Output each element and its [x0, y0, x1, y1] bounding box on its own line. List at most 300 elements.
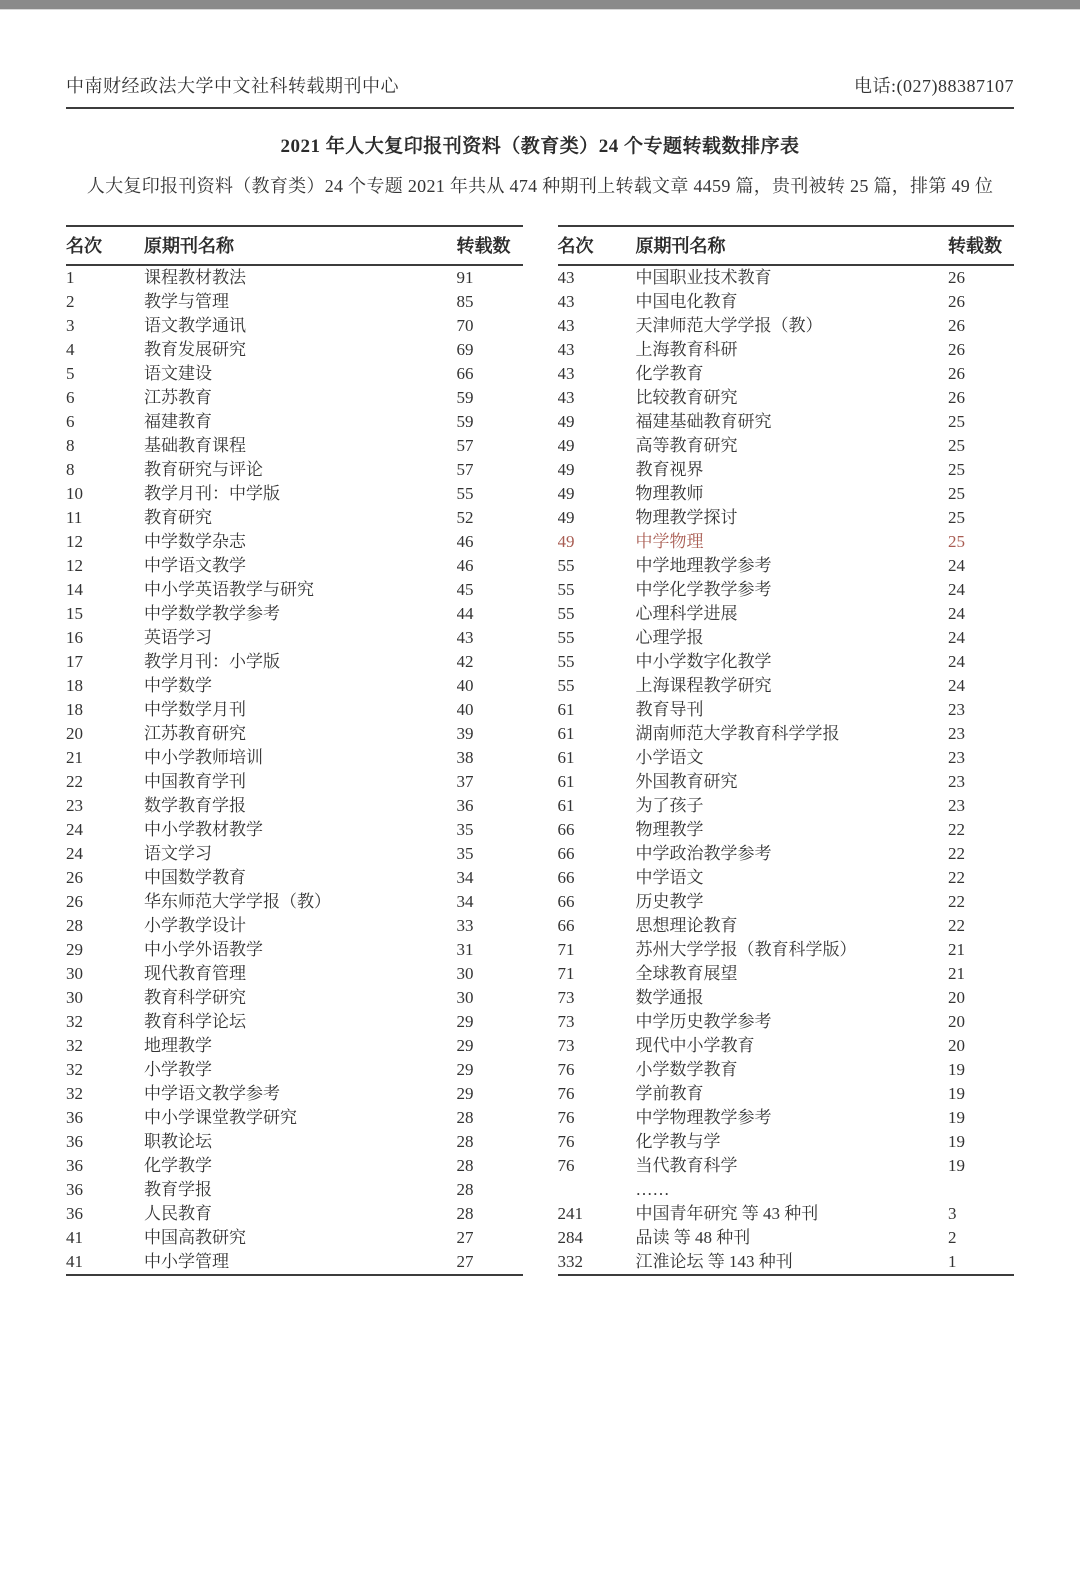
rank-cell: 73: [557, 1036, 575, 1055]
count-cell: 26: [948, 268, 965, 287]
journal-name-cell: 小学语文: [635, 748, 704, 767]
rank-cell: 2: [66, 292, 75, 311]
table-row: [558, 578, 1015, 602]
count-cell: 70: [456, 316, 474, 335]
journal-name-cell: 职教论坛: [144, 1132, 212, 1151]
table-row: [558, 602, 1015, 626]
journal-name-cell: 语文建设: [144, 364, 212, 383]
journal-name-cell: 中国数学教育: [144, 868, 246, 887]
journal-name-cell: 教学与管理: [144, 292, 229, 311]
scan-top-edge: [0, 0, 1080, 10]
journal-name-cell: 中学物理教学参考: [635, 1108, 772, 1127]
count-cell: 28: [456, 1180, 474, 1199]
count-cell: 22: [948, 892, 965, 911]
journal-name-cell: 教育学报: [144, 1180, 212, 1199]
journal-name-cell: 中小学教材教学: [144, 820, 263, 839]
rank-cell: 17: [66, 652, 83, 671]
center-name: 中南财经政法大学中文社科转载期刊中心: [66, 76, 399, 96]
count-cell: 69: [456, 340, 474, 359]
journal-name-cell: 品读 等 48 种刊: [635, 1228, 751, 1247]
journal-name-cell: 现代中小学教育: [635, 1036, 755, 1055]
rank-cell: 66: [557, 868, 575, 887]
count-cell: 85: [456, 292, 474, 311]
count-cell: 42: [456, 652, 474, 671]
journal-name-cell: 数学通报: [635, 988, 704, 1007]
right-table-body: [558, 265, 1015, 1275]
count-cell: 23: [948, 700, 965, 719]
table-row: [558, 962, 1015, 986]
count-cell: 19: [948, 1108, 965, 1127]
rank-cell: 49: [557, 508, 575, 527]
table-row: [66, 362, 523, 386]
journal-column-header: 原期刊名称: [636, 226, 949, 265]
count-cell: 24: [948, 676, 965, 695]
journal-name-cell: 中学物理: [635, 532, 704, 551]
count-cell: 24: [948, 652, 965, 671]
count-cell: 25: [948, 532, 965, 551]
rank-cell: 76: [557, 1132, 575, 1151]
table-header-row: [558, 226, 1015, 265]
count-cell: 28: [456, 1156, 474, 1175]
rank-cell: 15: [66, 604, 83, 623]
document-page: [0, 72, 1080, 1276]
rank-cell: 10: [66, 484, 83, 503]
table-row: [66, 770, 523, 794]
table-row: [66, 554, 523, 578]
rank-cell: 18: [66, 700, 83, 719]
journal-name-cell: 教育发展研究: [144, 340, 246, 359]
table-row: [66, 410, 523, 434]
journal-name-cell: 心理学报: [635, 628, 704, 647]
rank-cell: 1: [66, 268, 75, 287]
journal-name-cell: 中学语文教学参考: [144, 1084, 280, 1103]
rank-cell: 12: [66, 556, 83, 575]
rank-cell: 28: [66, 916, 83, 935]
journal-name-cell: 中国职业技术教育: [635, 268, 772, 287]
rank-cell: 24: [66, 820, 83, 839]
rank-cell: 41: [66, 1252, 83, 1271]
document-header: [66, 72, 1014, 109]
journal-name-cell: 湖南师范大学教育科学学报: [635, 724, 840, 743]
table-row: [66, 962, 523, 986]
table-row: [558, 1034, 1015, 1058]
table-row: [66, 698, 523, 722]
count-cell: 55: [456, 484, 474, 503]
table-row: [558, 842, 1015, 866]
rank-cell: 24: [66, 844, 83, 863]
rank-cell: 23: [66, 796, 83, 815]
rank-cell: 36: [66, 1108, 83, 1127]
count-cell: 29: [456, 1060, 474, 1079]
journal-name-cell: 教育导刊: [635, 700, 704, 719]
count-cell: 57: [456, 436, 474, 455]
rank-cell: 332: [557, 1252, 583, 1271]
rank-cell: 55: [557, 580, 575, 599]
rank-cell: 41: [66, 1228, 83, 1247]
table-row: [66, 650, 523, 674]
table-row: [558, 1226, 1015, 1250]
table-row: [66, 1010, 523, 1034]
count-column-header: 转载数: [948, 226, 1014, 265]
rank-cell: 8: [66, 436, 75, 455]
table-row: [558, 386, 1015, 410]
journal-name-cell: 化学教育: [635, 364, 704, 383]
journal-name-cell: 江苏教育研究: [144, 724, 246, 743]
journal-name-cell: 上海教育科研: [635, 340, 738, 359]
rank-cell: [558, 1178, 636, 1202]
rank-cell: 22: [66, 772, 83, 791]
table-row: [66, 265, 523, 290]
table-row: [66, 314, 523, 338]
journal-name-cell: 人民教育: [144, 1204, 212, 1223]
journal-name-cell: 物理教学: [635, 820, 704, 839]
rank-cell: 76: [557, 1156, 575, 1175]
rank-cell: 61: [557, 772, 575, 791]
table-row: [66, 1226, 523, 1250]
count-cell: 30: [456, 964, 474, 983]
journal-name-cell: 中学数学月刊: [144, 700, 246, 719]
rank-cell: 16: [66, 628, 83, 647]
count-cell: 25: [948, 508, 965, 527]
journal-name-cell: 教育科学研究: [144, 988, 246, 1007]
count-cell: 25: [948, 484, 965, 503]
table-row: [558, 1250, 1015, 1275]
count-cell: 29: [456, 1036, 474, 1055]
journal-name-cell: 中小学课堂教学研究: [144, 1108, 297, 1127]
journal-name-cell: 现代教育管理: [144, 964, 246, 983]
journal-name-cell: 语文教学通讯: [144, 316, 246, 335]
count-cell: 21: [948, 964, 965, 983]
count-cell: 23: [948, 772, 965, 791]
table-row: [558, 434, 1015, 458]
table-row: [558, 866, 1015, 890]
count-cell: 31: [456, 940, 474, 959]
count-cell: 19: [948, 1060, 965, 1079]
rank-cell: 43: [557, 292, 575, 311]
journal-name-cell: 基础教育课程: [144, 436, 246, 455]
journal-name-cell: 高等教育研究: [635, 436, 738, 455]
journal-name-cell: 物理教师: [635, 484, 704, 503]
rank-column-header: 名次: [66, 226, 144, 265]
count-cell: 23: [948, 748, 965, 767]
journal-name-cell: 当代教育科学: [635, 1156, 738, 1175]
journal-name-cell: 中学政治教学参考: [635, 844, 772, 863]
table-row: [66, 890, 523, 914]
count-cell: 24: [948, 580, 965, 599]
table-row: [66, 746, 523, 770]
journal-name-cell: 为了孩子: [635, 796, 704, 815]
rank-cell: 284: [557, 1228, 583, 1247]
table-row: [66, 602, 523, 626]
count-cell: 40: [456, 676, 474, 695]
journal-name-cell: 中小学英语教学与研究: [144, 580, 314, 599]
journal-name-cell: 中学数学杂志: [144, 532, 246, 551]
rank-cell: 30: [66, 988, 83, 1007]
phone-number: 电话:(027)88387107: [854, 76, 1014, 96]
rank-cell: 49: [557, 460, 575, 479]
table-row: [66, 842, 523, 866]
count-cell: 24: [948, 628, 965, 647]
count-cell: 34: [456, 892, 474, 911]
table-row: [66, 458, 523, 482]
left-table-body: [66, 265, 523, 1275]
rank-cell: 36: [66, 1204, 83, 1223]
rank-cell: 14: [66, 580, 83, 599]
count-cell: 22: [948, 844, 965, 863]
rank-cell: 18: [66, 676, 83, 695]
rank-cell: 76: [557, 1084, 575, 1103]
journal-column-header: 原期刊名称: [144, 226, 457, 265]
count-cell: 19: [948, 1084, 965, 1103]
journal-name-cell: 中学语文: [635, 868, 704, 887]
table-row: [66, 818, 523, 842]
rank-cell: 29: [66, 940, 83, 959]
table-row: [558, 938, 1015, 962]
journal-name-cell: 物理教学探讨: [635, 508, 738, 527]
rank-cell: 71: [557, 940, 575, 959]
rank-cell: 49: [557, 484, 575, 503]
journal-name-cell: 学前教育: [635, 1084, 704, 1103]
table-row: [558, 1106, 1015, 1130]
journal-name-cell: 中学数学教学参考: [144, 604, 280, 623]
count-cell: 21: [948, 940, 965, 959]
rank-cell: 3: [66, 316, 75, 335]
count-cell: 19: [948, 1132, 965, 1151]
journal-name-cell: 教育科学论坛: [144, 1012, 246, 1031]
rank-cell: 36: [66, 1156, 83, 1175]
rank-cell: 11: [66, 508, 83, 527]
rank-cell: 76: [557, 1060, 575, 1079]
count-cell: 1: [948, 1252, 957, 1271]
table-row: [66, 866, 523, 890]
rank-cell: 36: [66, 1132, 83, 1151]
table-row: [558, 986, 1015, 1010]
journal-name-cell: 历史教学: [635, 892, 704, 911]
count-cell: 25: [948, 412, 965, 431]
count-cell: 28: [456, 1132, 474, 1151]
count-cell: 26: [948, 316, 965, 335]
journal-name-cell: 教育视界: [635, 460, 704, 479]
journal-name-cell: 中国教育学刊: [144, 772, 246, 791]
count-cell: 39: [456, 724, 474, 743]
count-cell: 22: [948, 868, 965, 887]
count-cell: 20: [948, 1012, 965, 1031]
count-cell: 28: [456, 1204, 474, 1223]
count-cell: 19: [948, 1156, 965, 1175]
rank-cell: 36: [66, 1180, 83, 1199]
count-cell: 37: [456, 772, 474, 791]
table-row: [66, 794, 523, 818]
journal-name-cell: 苏州大学学报（教育科学版）: [635, 940, 857, 959]
rank-cell: 6: [66, 412, 75, 431]
rank-cell: 61: [557, 748, 575, 767]
table-row: [558, 530, 1015, 554]
rank-cell: 61: [557, 700, 575, 719]
table-row: [558, 1058, 1015, 1082]
table-row: [66, 1202, 523, 1226]
journal-name-cell: 中国青年研究 等 43 种刊: [635, 1204, 819, 1223]
rank-cell: 55: [557, 604, 575, 623]
journal-name-cell: 中学地理教学参考: [635, 556, 772, 575]
table-row: [66, 338, 523, 362]
count-cell: 27: [456, 1252, 474, 1271]
journal-name-cell: 教学月刊：小学版: [144, 652, 280, 671]
rank-cell: 26: [66, 868, 83, 887]
rank-cell: 8: [66, 460, 75, 479]
count-cell: 26: [948, 364, 965, 383]
table-row: [558, 770, 1015, 794]
rank-cell: 30: [66, 964, 83, 983]
rank-cell: 76: [557, 1108, 575, 1127]
rank-cell: 49: [557, 412, 575, 431]
journal-name-cell: 江淮论坛 等 143 种刊: [635, 1252, 793, 1271]
table-row: [558, 818, 1015, 842]
journal-name-cell: 天津师范大学学报（教）: [635, 316, 823, 335]
journal-name-cell: 数学教育学报: [144, 796, 246, 815]
count-cell: 38: [456, 748, 474, 767]
count-cell: 22: [948, 820, 965, 839]
table-row: [66, 1106, 523, 1130]
rank-cell: 66: [557, 820, 575, 839]
count-cell: 25: [948, 436, 965, 455]
count-cell: 25: [948, 460, 965, 479]
table-row: [66, 506, 523, 530]
count-cell: 46: [456, 532, 474, 551]
count-cell: 43: [456, 628, 474, 647]
table-row: [558, 746, 1015, 770]
table-row: [66, 1154, 523, 1178]
table-row: [558, 1082, 1015, 1106]
rank-cell: 61: [557, 724, 575, 743]
rank-cell: 4: [66, 340, 75, 359]
journal-name-cell: 小学数学教育: [635, 1060, 738, 1079]
journal-name-cell: 课程教材教法: [144, 268, 246, 287]
journal-name-cell: 华东师范大学学报（教）: [144, 892, 331, 911]
rank-cell: 66: [557, 844, 575, 863]
table-row: [558, 482, 1015, 506]
journal-name-cell: 心理科学进展: [635, 604, 738, 623]
journal-name-cell: 比较教育研究: [635, 388, 738, 407]
count-cell: [948, 1178, 1014, 1202]
table-row: [66, 530, 523, 554]
count-cell: 34: [456, 868, 474, 887]
page-subtitle: 人大复印报刊资料（教育类）24 个专题 2021 年共从 474 种期刊上转载文章 4459 篇，贵刊被转 25 篇，排第 49 位: [86, 176, 994, 196]
journal-name-cell: 上海课程教学研究: [635, 676, 772, 695]
count-cell: 22: [948, 916, 965, 935]
rank-cell: 43: [557, 268, 575, 287]
rank-cell: 43: [557, 364, 575, 383]
table-row: [558, 890, 1015, 914]
count-cell: 23: [948, 796, 965, 815]
ranking-table-left: [66, 225, 523, 1276]
count-cell: 24: [948, 604, 965, 623]
journal-name-cell: 思想理论教育: [635, 916, 738, 935]
rank-cell: 73: [557, 1012, 575, 1031]
journal-name-cell: 中学语文教学: [144, 556, 246, 575]
count-cell: 20: [948, 1036, 965, 1055]
rank-cell: 71: [557, 964, 575, 983]
count-cell: 66: [456, 364, 474, 383]
count-cell: 35: [456, 844, 474, 863]
count-cell: 45: [456, 580, 474, 599]
rank-cell: 5: [66, 364, 75, 383]
journal-name-cell: 化学教学: [144, 1156, 212, 1175]
table-row: [66, 674, 523, 698]
count-cell: 3: [948, 1204, 957, 1223]
table-row: [558, 1202, 1015, 1226]
journal-name-cell: 化学教与学: [635, 1132, 721, 1151]
table-header-row: [66, 226, 523, 265]
table-row: [66, 386, 523, 410]
ranking-tables: [66, 225, 1014, 1276]
journal-name-cell: 英语学习: [144, 628, 212, 647]
rank-cell: 55: [557, 676, 575, 695]
table-row: [558, 722, 1015, 746]
count-column-header: 转载数: [457, 226, 523, 265]
count-cell: 59: [456, 412, 474, 431]
journal-name-cell: 中小学数字化教学: [635, 652, 772, 671]
table-row: [558, 290, 1015, 314]
rank-cell: 241: [557, 1204, 583, 1223]
page-title: 2021 年人大复印报刊资料（教育类）24 个专题转载数排序表: [280, 136, 800, 157]
count-cell: 26: [948, 340, 965, 359]
rank-cell: 66: [557, 916, 575, 935]
table-row: [558, 506, 1015, 530]
rank-cell: 55: [557, 652, 575, 671]
table-row: [558, 1010, 1015, 1034]
journal-name-cell: 语文学习: [144, 844, 212, 863]
table-row: [66, 986, 523, 1010]
journal-name-cell: 教学月刊：中学版: [144, 484, 280, 503]
journal-name-cell: 小学教学: [144, 1060, 212, 1079]
table-row: [558, 698, 1015, 722]
journal-name-cell: 全球教育展望: [635, 964, 738, 983]
journal-name-cell: 中小学管理: [144, 1252, 229, 1271]
table-row: [66, 1250, 523, 1275]
count-cell: 26: [948, 388, 965, 407]
count-cell: 52: [456, 508, 474, 527]
table-row: [558, 1130, 1015, 1154]
table-row: [558, 1154, 1015, 1178]
table-row: [558, 674, 1015, 698]
rank-cell: 32: [66, 1084, 83, 1103]
table-row: [558, 314, 1015, 338]
count-cell: 29: [456, 1084, 474, 1103]
table-row: [558, 794, 1015, 818]
table-row: [558, 626, 1015, 650]
rank-cell: 6: [66, 388, 75, 407]
table-row: [66, 290, 523, 314]
count-cell: 24: [948, 556, 965, 575]
table-row: [66, 434, 523, 458]
table-row: [558, 362, 1015, 386]
ranking-table-right: [558, 225, 1015, 1276]
journal-name-cell: 地理教学: [144, 1036, 212, 1055]
rank-cell: 32: [66, 1060, 83, 1079]
table-row: [66, 722, 523, 746]
rank-cell: 43: [557, 316, 575, 335]
journal-name-cell: ……: [635, 1180, 670, 1199]
journal-name-cell: 小学教学设计: [144, 916, 246, 935]
table-row: [66, 914, 523, 938]
rank-cell: 66: [557, 892, 575, 911]
journal-name-cell: 中小学教师培训: [144, 748, 263, 767]
rank-cell: 20: [66, 724, 83, 743]
table-row: [66, 1034, 523, 1058]
journal-name-cell: 中国电化教育: [635, 292, 738, 311]
count-cell: 35: [456, 820, 474, 839]
count-cell: 46: [456, 556, 474, 575]
